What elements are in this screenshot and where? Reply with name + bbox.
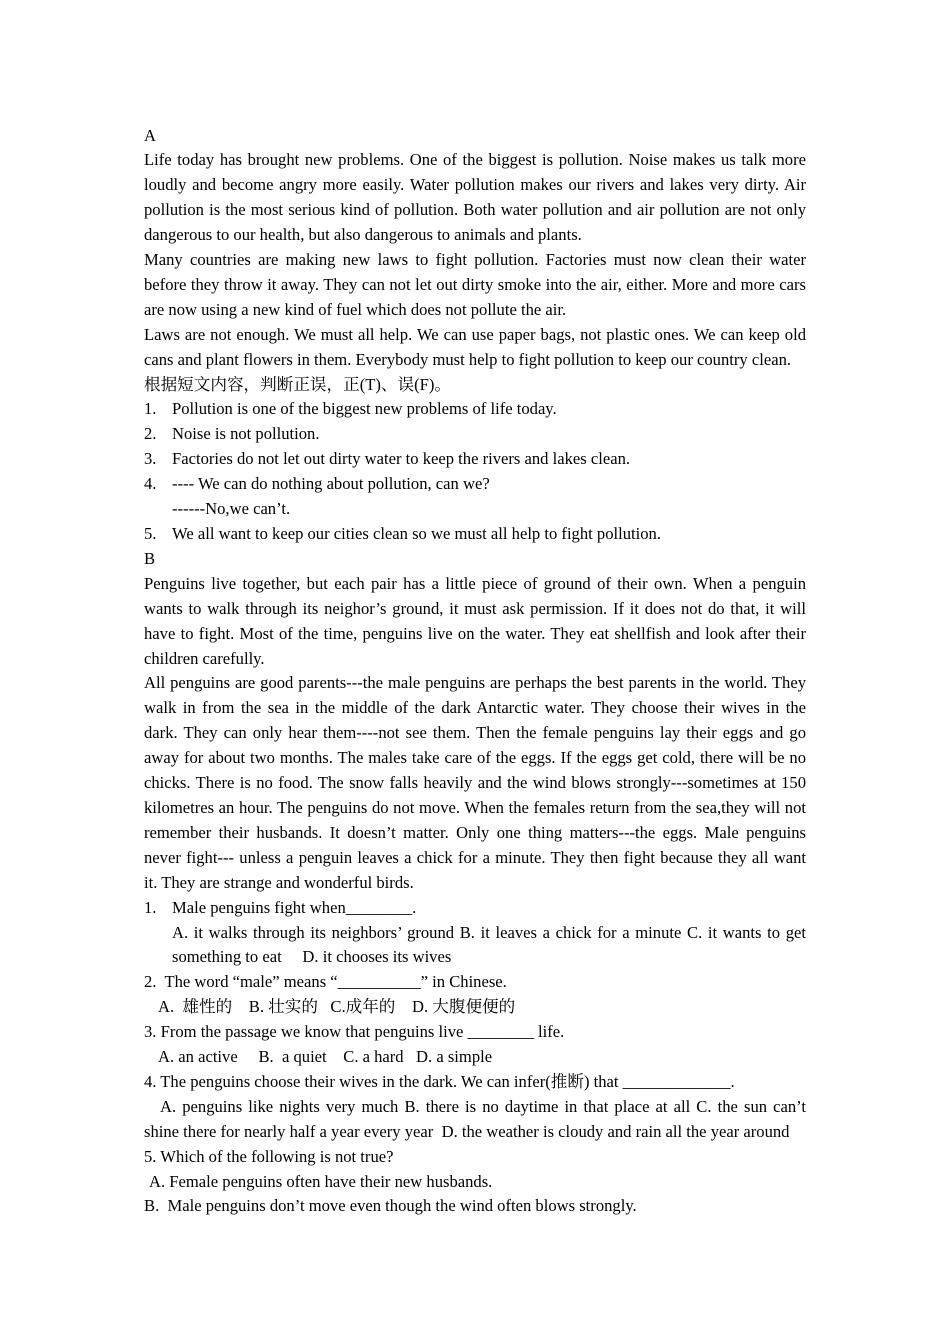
option-line: shine there for nearly half a year every year D. the weather is cloudy and rain all the year around (144, 1121, 790, 1141)
question-item (144, 447, 806, 472)
question-item (144, 522, 806, 547)
question-number: 3. (144, 449, 157, 469)
passage-line: remember their husbands. It doesn’t matter. Only one thing matters---the eggs. Male penguins (144, 822, 806, 842)
question-text: 5. Which of the following is not true? (144, 1146, 394, 1166)
section-a-label: A (144, 125, 156, 145)
section-a (144, 124, 806, 547)
passage-line: pollution is the most serious kind of pollution. Both water pollution and air pollution are not only (144, 200, 806, 220)
question-number: 5. (144, 524, 157, 543)
question-item (144, 472, 806, 497)
passage-line: walk in from the sea in the middle of the dark Antarctic water. They choose their wives in the (144, 698, 806, 718)
question-text: 2. The word “male” means “__________” in Chinese. (144, 972, 507, 992)
passage-line: away for about two months. The males take care of the eggs. If the eggs get cold, there will be no (144, 748, 806, 768)
question-number: 1. (144, 897, 157, 917)
option-line: A. an active B. a quiet C. a hard D. a simple (158, 1047, 493, 1067)
passage-line: kilometres an hour. The penguins do not move. When the females return from the sea,they will not (144, 797, 806, 817)
passage-b-paragraph-2 (144, 671, 806, 895)
passage-line: Life today has brought new problems. One of the biggest is pollution. Noise makes us talk more (144, 150, 806, 170)
question-text: 4. The penguins choose their wives in the dark. We can infer(推断) that _____________. (144, 1071, 735, 1091)
option-line: B. Male penguins don’t move even though the wind often blows strongly. (144, 1196, 637, 1216)
question-item (144, 422, 806, 447)
passage-line: Laws are not enough. We must all help. We can use paper bags, not plastic ones. We can keep old (144, 324, 806, 344)
passage-line: All penguins are good parents---the male penguins are perhaps the best parents in the world. They (144, 673, 806, 693)
passage-a-paragraph-1 (144, 148, 806, 248)
passage-line: dangerous to our health, but also dangerous to animals and plants. (144, 225, 582, 245)
passage-line: cans and plant flowers in them. Everybody must help to fight pollution to keep our country clean. (144, 349, 792, 369)
question-list-b (144, 896, 806, 1220)
passage-a-paragraph-2 (144, 248, 806, 323)
question-text: Male penguins fight when________. (172, 897, 417, 917)
section-b-label: B (144, 548, 156, 568)
option-line: A. penguins like nights very much B. there is no daytime in that place at all C. the sun can’t (160, 1096, 806, 1116)
passage-line: have to fight. Most of the time, penguins live on the water. They eat shellfish and look after their (144, 623, 806, 643)
passage-line: wants to walk through its neighor’s ground, it must ask permission. If it does not do that, it will (144, 598, 806, 618)
question-list-a (144, 397, 806, 546)
passage-line: are now using a new kind of fuel which does not pollute the air. (144, 299, 567, 319)
passage-line: before they throw it away. They can not let out dirty smoke into the air, either. More and more cars (144, 274, 806, 294)
question-text: Pollution is one of the biggest new problems of life today. (172, 399, 557, 419)
option-line: something to eat D. it chooses its wives (172, 947, 452, 967)
instruction: 根据短文内容，判断正误，正(T)、误(F)。 (144, 374, 451, 394)
option-line: A. Female penguins often have their new husbands. (149, 1171, 493, 1191)
question-number: 4. (144, 474, 157, 494)
question-text: Noise is not pollution. (172, 424, 320, 444)
passage-line: children carefully. (144, 648, 265, 668)
passage-line: Penguins live together, but each pair has a little piece of ground of their own. When a penguin (144, 573, 806, 593)
question-number: 1. (144, 399, 157, 419)
passage-a-paragraph-3 (144, 323, 806, 373)
question-item (144, 397, 806, 422)
question-reply: ------No,we can’t. (172, 499, 291, 519)
passage-line: loudly and become angry more easily. Water pollution makes our rivers and lakes very dirty. Air (144, 175, 806, 195)
passage-line: Many countries are making new laws to fight pollution. Factories must now clean their water (144, 250, 806, 270)
question-text: 3. From the passage we know that penguins live ________ life. (144, 1022, 565, 1042)
option-line: A. 雄性的 B. 壮实的 C.成年的 D. 大腹便便的 (158, 997, 516, 1017)
passage-b-paragraph-1 (144, 572, 806, 672)
question-text: We all want to keep our cities clean so we must all help to fight pollution. (172, 524, 661, 543)
document-page (144, 124, 806, 1220)
question-text: Factories do not let out dirty water to keep the rivers and lakes clean. (172, 449, 631, 469)
question-text: ---- We can do nothing about pollution, can we? (172, 474, 490, 494)
question-number: 2. (144, 424, 157, 444)
option-line: A. it walks through its neighbors’ ground B. it leaves a chick for a minute C. it wants to get (172, 922, 806, 942)
passage-line: never fight--- unless a penguin leaves a chick for a minute. They then fight because they all want (144, 847, 806, 867)
passage-line: it. They are strange and wonderful birds. (144, 872, 414, 892)
passage-line: chicks. There is no food. The snow falls heavily and the wind blows strongly---sometimes at 150 (144, 773, 806, 793)
question-item (144, 896, 806, 921)
section-b (144, 547, 806, 1219)
passage-line: dark. They can only hear them----not see them. Then the female penguins lay their eggs and go (144, 723, 806, 743)
